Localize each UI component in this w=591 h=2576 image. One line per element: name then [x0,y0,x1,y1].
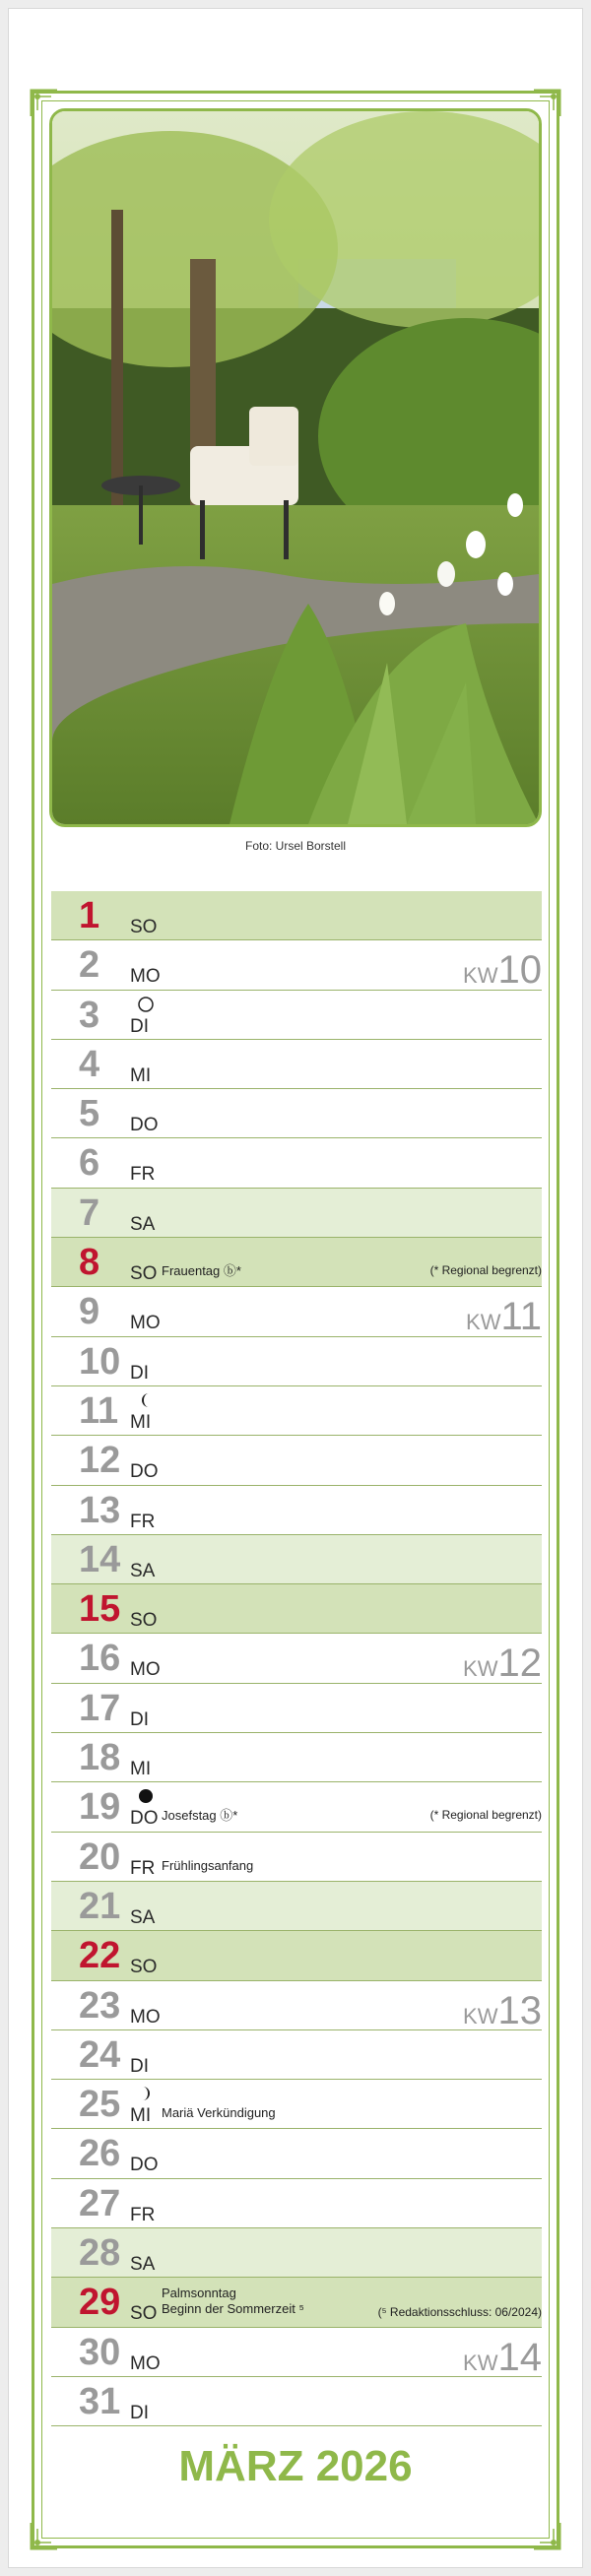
day-row [51,2080,542,2129]
day-number: 6 [79,1142,100,1185]
month-title: MÄRZ 2026 [178,2442,413,2490]
calendar-week-number: 10 [497,948,542,993]
day-row [51,1486,542,1535]
calendar-week-label: KW [463,2350,498,2375]
day-number: 1 [79,895,100,936]
day-number: 21 [79,1885,121,1927]
day-number: 20 [79,1835,121,1878]
holiday-label: Josefstag ⓑ* [162,1808,238,1824]
new-moon-icon [136,1786,156,1806]
day-row [51,1189,542,1238]
day-number: 25 [79,2084,121,2126]
weekday-label: FR [130,1511,156,1532]
day-number: 31 [79,2380,121,2422]
day-row [51,1634,542,1686]
calendar-week-label: KW [463,963,498,989]
day-row [51,991,542,1040]
weekday-label: DI [130,1708,149,1730]
day-number: 9 [79,1291,100,1333]
holiday-label: Frühlingsanfang [162,1857,254,1873]
day-number: 11 [79,1389,119,1432]
calendar-week-number: 12 [497,1642,542,1686]
day-row [51,1981,542,2030]
day-number: 5 [79,1093,100,1135]
weekday-label: DI [130,2055,149,2077]
holiday-label: Frauentag ⓑ* [162,1263,241,1279]
day-row [51,1684,542,1733]
corner-ornament-icon [532,2521,561,2550]
day-number: 3 [79,994,100,1036]
calendar-week-number: 14 [497,2335,542,2379]
day-row [51,1238,542,1287]
day-row [51,1733,542,1782]
day-row [51,2129,542,2178]
calendar-week-number: 11 [500,1295,542,1339]
day-number: 22 [79,1935,121,1977]
weekday-label: FR [130,2204,156,2225]
calendar-week-label: KW [463,1656,498,1682]
weekday-label: SO [130,1263,158,1285]
day-number: 4 [79,1043,100,1085]
weekday-label: DI [130,2402,149,2423]
weekday-label: MI [130,1411,152,1433]
day-row [51,1436,542,1485]
holiday-label: Mariä Verkündigung [162,2105,276,2121]
weekday-label: MI [130,1759,152,1780]
day-row [51,1782,542,1832]
day-number: 24 [79,2033,121,2076]
calendar-week-label: KW [463,2003,498,2029]
day-row [51,940,542,993]
day-row [51,2030,542,2080]
weekday-label: MO [130,1659,161,1681]
footnote-label: (* Regional begrenzt) [429,1808,542,1823]
day-row [51,1584,542,1634]
weekday-label: DO [130,2155,159,2176]
day-number: 26 [79,2133,121,2175]
day-number: 13 [79,1489,121,1531]
day-number: 12 [79,1440,121,1482]
weekday-label: SO [130,1610,158,1632]
weekday-label: SA [130,1213,156,1235]
weekday-label: FR [130,1164,156,1186]
weekday-label: SA [130,1560,156,1581]
waxing-crescent-moon-icon [136,2084,156,2103]
day-row [51,1337,542,1386]
weekday-label: MO [130,2006,161,2028]
day-row [51,1882,542,1931]
day-row [51,1040,542,1089]
waning-crescent-moon-icon [136,1390,156,1410]
calendar-week-number: 13 [497,1988,542,2032]
weekday-label: DO [130,1461,159,1483]
first-quarter-moon-icon [136,995,156,1014]
day-list [51,891,542,2426]
garden-photo [49,108,542,827]
calendar-week [463,948,542,993]
day-number: 2 [79,944,100,987]
weekday-label: SA [130,2254,156,2276]
day-row [51,1089,542,1138]
calendar-week [463,1989,542,2033]
weekday-label: MO [130,2352,161,2374]
weekday-label: DI [130,1362,149,1384]
day-number: 30 [79,2331,121,2373]
weekday-label: DO [130,1808,159,1830]
calendar-week [463,1642,542,1686]
calendar-week [466,1295,542,1339]
day-row [51,1386,542,1436]
weekday-label: MI [130,1064,152,1086]
weekday-label: MO [130,1313,161,1334]
photo-credit: Foto: Ursel Borstell [244,839,347,853]
weekday-label: SO [130,917,158,937]
day-row [51,1535,542,1584]
holiday-label: Beginn der Sommerzeit ⁵ [162,2301,304,2317]
day-row [51,1287,542,1339]
footnote-label: (⁵ Redaktionsschluss: 06/2024) [377,2305,542,2320]
day-row [51,2377,542,2426]
day-row [51,1931,542,1980]
day-number: 15 [79,1588,121,1631]
day-number: 17 [79,1687,121,1729]
day-row [51,2179,542,2228]
day-number: 18 [79,1737,121,1779]
day-row [51,1833,542,1882]
day-number: 23 [79,1984,121,2027]
corner-ornament-icon [30,2521,59,2550]
footnote-label: (* Regional begrenzt) [429,1263,542,1278]
day-row [51,891,542,940]
day-number: 10 [79,1340,121,1383]
day-row [51,1138,542,1188]
calendar-week [463,2336,542,2380]
day-number: 14 [79,1538,121,1580]
weekday-label: SA [130,1906,156,1928]
weekday-label: DI [130,1015,149,1037]
garden-illustration [52,111,539,824]
day-number: 7 [79,1191,100,1234]
day-number: 29 [79,2282,121,2324]
day-row [51,2278,542,2327]
weekday-label: DO [130,1115,159,1136]
weekday-label: FR [130,1857,156,1879]
day-number: 16 [79,1638,121,1680]
weekday-label: SO [130,2303,158,2325]
weekday-label: MO [130,966,161,988]
weekday-label: MI [130,2105,152,2127]
weekday-label: SO [130,1957,158,1978]
day-number: 19 [79,1786,121,1829]
day-number: 27 [79,2182,121,2224]
day-number: 8 [79,1242,100,1284]
calendar-week-label: KW [466,1310,501,1335]
day-number: 28 [79,2232,121,2275]
holiday-label: Palmsonntag [162,2286,236,2301]
day-row [51,2328,542,2377]
day-row [51,2228,542,2278]
